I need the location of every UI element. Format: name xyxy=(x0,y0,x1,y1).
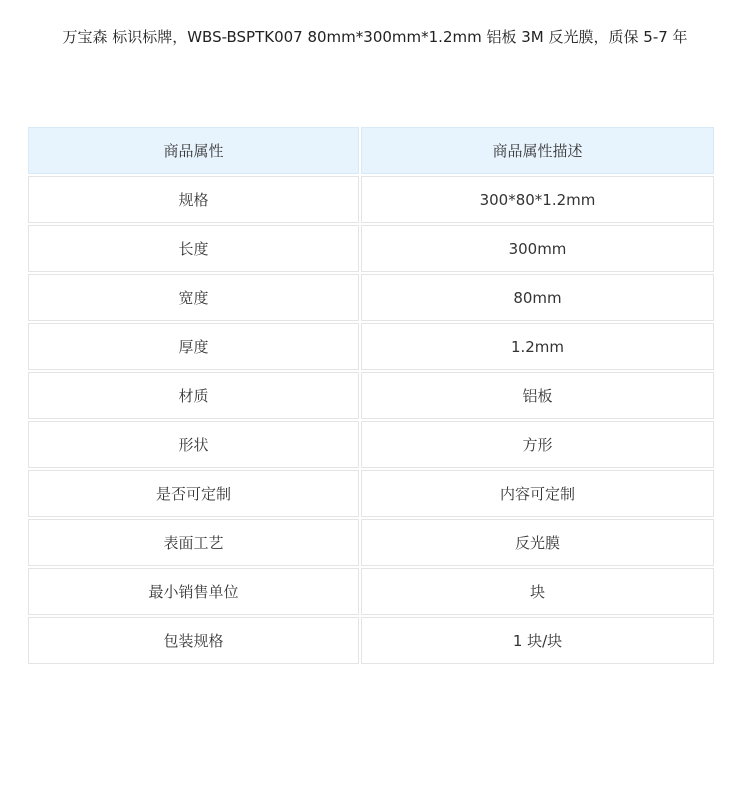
spec-table-container xyxy=(26,125,714,666)
row-attribute: 规格 xyxy=(28,176,359,223)
row-attribute: 宽度 xyxy=(28,274,359,321)
spec-table xyxy=(26,125,716,666)
table-row xyxy=(28,225,714,272)
header-description: 商品属性描述 xyxy=(361,127,714,174)
row-value: 300*80*1.2mm xyxy=(361,176,714,223)
row-value: 铝板 xyxy=(361,372,714,419)
row-attribute: 最小销售单位 xyxy=(28,568,359,615)
table-row xyxy=(28,323,714,370)
row-attribute: 长度 xyxy=(28,225,359,272)
row-value: 80mm xyxy=(361,274,714,321)
row-value: 300mm xyxy=(361,225,714,272)
row-attribute: 材质 xyxy=(28,372,359,419)
row-value: 反光膜 xyxy=(361,519,714,566)
row-attribute: 是否可定制 xyxy=(28,470,359,517)
row-attribute: 厚度 xyxy=(28,323,359,370)
table-header-row xyxy=(28,127,714,174)
row-value: 内容可定制 xyxy=(361,470,714,517)
row-attribute: 包装规格 xyxy=(28,617,359,664)
row-value: 1.2mm xyxy=(361,323,714,370)
table-row xyxy=(28,176,714,223)
table-row xyxy=(28,568,714,615)
table-row xyxy=(28,372,714,419)
row-attribute: 表面工艺 xyxy=(28,519,359,566)
table-row xyxy=(28,470,714,517)
table-row xyxy=(28,519,714,566)
header-attribute: 商品属性 xyxy=(28,127,359,174)
product-title: 万宝森 标识标牌，WBS-BSPTK007 80mm*300mm*1.2mm 铝板 3M 反光膜，质保 5-7 年 xyxy=(62,28,688,46)
row-value: 1 块/块 xyxy=(361,617,714,664)
row-value: 块 xyxy=(361,568,714,615)
row-attribute: 形状 xyxy=(28,421,359,468)
table-row xyxy=(28,617,714,664)
table-row xyxy=(28,274,714,321)
row-value: 方形 xyxy=(361,421,714,468)
table-row xyxy=(28,421,714,468)
